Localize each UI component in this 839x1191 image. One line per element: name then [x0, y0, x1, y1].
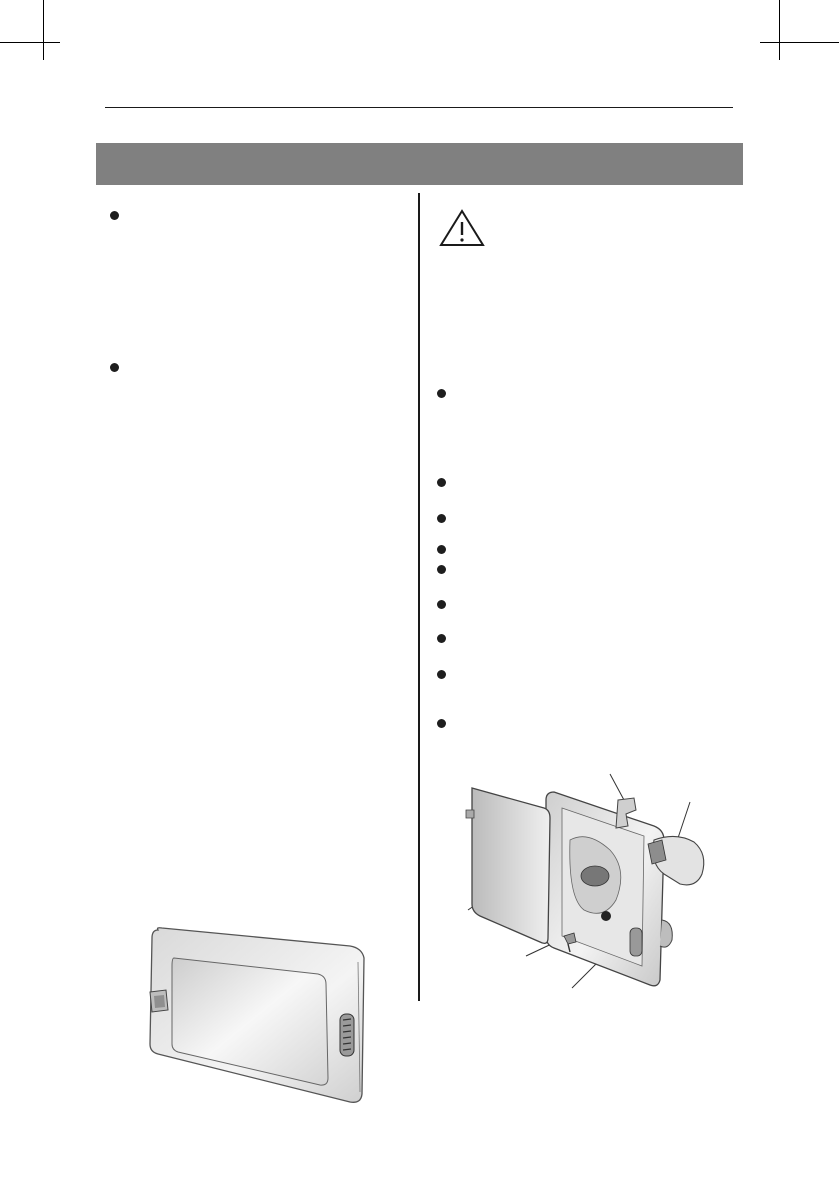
section-heading-bar [96, 143, 743, 185]
crop-mark-top-right [779, 0, 780, 60]
bullet-point [437, 478, 446, 487]
bullet-point [437, 389, 446, 398]
crop-mark-top-left [43, 0, 44, 60]
crop-mark-top-left-h [0, 42, 60, 43]
column-divider [418, 193, 420, 1001]
header-rule [105, 107, 733, 108]
bullet-point [437, 565, 446, 574]
bullet-point [437, 514, 446, 523]
bullet-point [437, 719, 446, 728]
crop-mark-top-right-h [760, 42, 839, 43]
bullet-point [437, 634, 446, 643]
warning-triangle-icon [438, 208, 486, 248]
dispenser-closed-illustration [140, 922, 380, 1112]
bullet-point [110, 363, 119, 372]
bullet-point [437, 670, 446, 679]
dispenser-exploded-illustration [458, 770, 718, 995]
bullet-point [437, 545, 446, 554]
bullet-point [437, 600, 446, 609]
bullet-point [110, 211, 119, 220]
